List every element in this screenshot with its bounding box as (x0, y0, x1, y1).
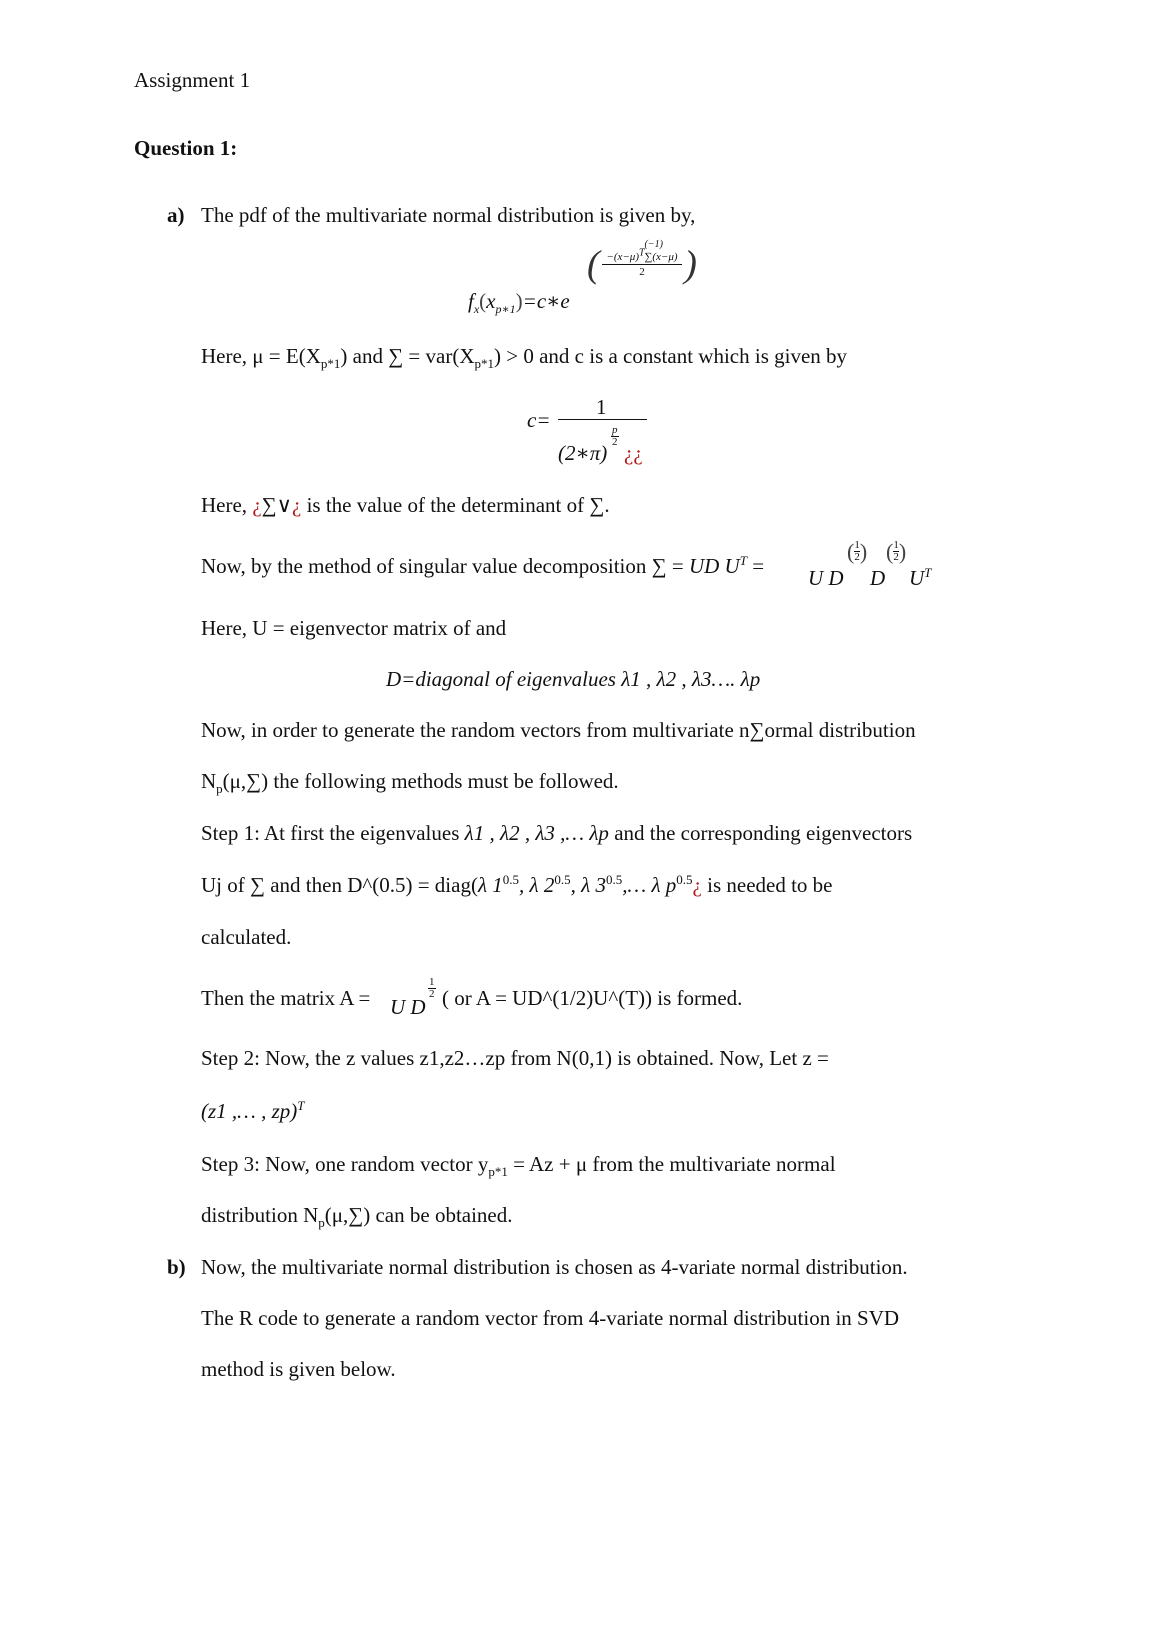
here2-err1: ¿ (252, 493, 262, 517)
here2-mid: ∑∨ (261, 493, 292, 517)
then-half (428, 977, 436, 1000)
here1-text1: Here, μ = E(X (201, 344, 321, 368)
c-lhs: c= (527, 408, 551, 432)
step2-line2 (201, 1098, 305, 1124)
svd-half-1: ( $\frac{1}{2}$ ) (847, 539, 868, 564)
pdf-sub-p1: p∗1 (495, 302, 516, 317)
svd-half-2: ( $\frac{1}{2}$ ) (886, 539, 907, 564)
step3a-sub: p*1 (488, 1164, 508, 1180)
exp-fraction (602, 239, 681, 279)
svd-line (201, 553, 764, 579)
step1b-text1: Uj of ∑ and then D^(0.5) = diag( (201, 873, 478, 897)
step1-line2 (201, 872, 833, 898)
now2-text1: N (201, 769, 217, 793)
step1b-l4: ,… λ p (622, 873, 677, 897)
here2-err2: ¿ (291, 493, 302, 517)
question-heading: Question 1: (134, 136, 238, 160)
part-b-line2: The R code to generate a random vector from 4-variate normal distribution in SVD (201, 1306, 900, 1330)
here1-sub1: p*1 (320, 356, 341, 372)
c-den-error-glyphs: ¿¿ (624, 441, 643, 465)
pdf-sub-x: x (473, 302, 480, 317)
step2b-vector: (z1 ,… , zp) (201, 1099, 298, 1123)
step1b-l2: , λ 2 (519, 873, 555, 897)
step1b-err: ¿ (692, 873, 702, 897)
now2-sub: p (216, 781, 223, 797)
step3b-text2: (μ,∑) can be obtained. (324, 1203, 513, 1227)
c-den-base: (2∗π) (558, 441, 608, 465)
step1b-l3: , λ 3 (570, 873, 607, 897)
determinant-line (201, 492, 610, 518)
c-numerator: 1 (596, 395, 607, 419)
now-generate-line: Now, in order to generate the random vectors from multivariate n∑ormal distribution (201, 718, 916, 742)
step3a-text2: = Az + μ from the multivariate normal (507, 1152, 836, 1176)
exp-denominator: 2 (639, 266, 645, 278)
svd-half1-den: 2 (854, 551, 860, 563)
svd-u: U (909, 566, 925, 590)
pdf-x: x (486, 289, 496, 313)
then-matrix-rest: ( or A = UD^(1/2)U^(T)) is formed. (442, 986, 743, 1010)
np-methods-line (201, 768, 619, 797)
step1a-lambdas: λ1 , λ2 , λ3 ,… λp (464, 821, 609, 845)
exp-num-term: −(x−μ) (606, 251, 639, 263)
c-exp-den: 2 (612, 436, 618, 448)
part-a-label: a) (167, 203, 185, 227)
step1b-text2: is needed to be (701, 873, 833, 897)
exp-numerator: $-(x-\mu)^T$ (−1) ∑(x−μ) (602, 250, 681, 265)
svd-T2: T (924, 565, 932, 580)
exp-num-term2: (x−μ) (652, 251, 678, 263)
c-exp-num: p (612, 424, 618, 436)
svd-half1-num: 1 (854, 539, 860, 551)
exp-right-paren: ) (684, 243, 697, 286)
step3-line1 (201, 1151, 836, 1180)
step1b-pow3: 0.5 (606, 872, 623, 887)
then-matrix-text: Then the matrix A = (201, 986, 371, 1010)
here-mu-line (201, 343, 848, 372)
document-title: Assignment 1 (134, 68, 251, 92)
here1-text3: ) > 0 and c is a constant which is given by (494, 344, 848, 368)
pdf-f: f (468, 289, 474, 313)
step2-line1: Step 2: Now, the z values z1,z2…zp from N(0,1) is obtained. Now, Let z = (201, 1046, 829, 1070)
diagonal-formula: D=diagonal of eigenvalues λ1 , λ2 , λ3…. λp (386, 667, 761, 691)
svd-text1: Now, by the method of singular value decomposition ∑ = (201, 554, 689, 578)
step2b-T: T (297, 1098, 305, 1113)
step1-line1 (201, 820, 912, 846)
svd-half2-num: 1 (893, 539, 899, 551)
exp-sigma: ∑ (644, 251, 653, 263)
here2-text2: is the value of the determinant of ∑. (301, 493, 610, 517)
eigenvector-line: Here, U = eigenvector matrix of and (201, 616, 507, 640)
svd-T1: T (739, 553, 747, 568)
pdf-exponent (587, 239, 697, 286)
here1-text2: ) and ∑ = var(X (340, 344, 475, 368)
svd-half2-den: 2 (893, 551, 899, 563)
step1b-pow4: 0.5 (676, 872, 693, 887)
c-denominator (558, 440, 607, 466)
step3b-sub: p (318, 1215, 325, 1231)
svd-eq: = (746, 554, 765, 578)
svd-ud: U D (808, 566, 844, 590)
step1b-l1: λ 1 (477, 873, 503, 897)
step1a-text2: and the corresponding eigenvectors (608, 821, 913, 845)
part-b-line1: Now, the multivariate normal distribution is chosen as 4-variate normal distribution. (201, 1255, 908, 1279)
svd-d: D (870, 566, 886, 590)
then-half-den: 2 (429, 988, 435, 1000)
now2-text2: (μ,∑) the following methods must be followed. (222, 769, 619, 793)
step3a-text1: Step 3: Now, one random vector y (201, 1152, 489, 1176)
step1-line3: calculated. (201, 925, 292, 949)
c-den-exponent (611, 425, 619, 448)
pdf-formula: $f_x(x_{p∗1})=c∗e$ (468, 289, 570, 317)
step3b-text1: distribution N (201, 1203, 319, 1227)
step1b-pow2: 0.5 (554, 872, 571, 887)
exp-left-paren: ( (587, 243, 600, 286)
svd-ut (909, 565, 931, 591)
step1a-text1: Step 1: At first the eigenvalues (201, 821, 465, 845)
step3-line2 (201, 1202, 513, 1231)
part-b-line3: method is given below. (201, 1357, 396, 1381)
part-b-label: b) (167, 1255, 186, 1279)
svd-udu: UD U (688, 554, 740, 578)
then-ud: U D (390, 995, 426, 1019)
step1b-pow1: 0.5 (502, 872, 520, 887)
then-half-num: 1 (429, 976, 435, 988)
here1-sub2: p*1 (474, 356, 494, 372)
here2-text1: Here, (201, 493, 253, 517)
pdf-rhs: =c∗e (522, 289, 570, 313)
part-a-intro: The pdf of the multivariate normal distribution is given by, (201, 203, 696, 227)
exp-T: T (638, 247, 645, 259)
